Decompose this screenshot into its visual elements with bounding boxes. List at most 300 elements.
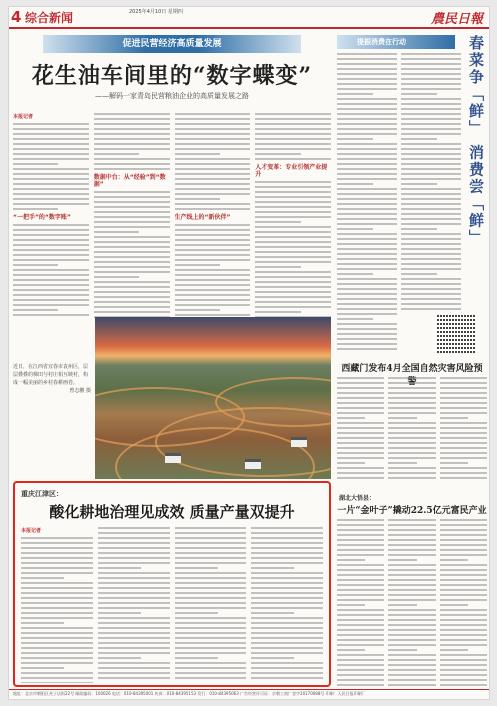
qr-code-icon (437, 315, 475, 353)
text-line (440, 619, 487, 621)
text-line (401, 68, 461, 70)
text-line (251, 662, 323, 664)
text-lines (255, 181, 331, 319)
right-col-1 (337, 53, 397, 363)
text-line (337, 108, 397, 110)
text-line (94, 226, 170, 228)
text-line (94, 301, 170, 303)
text-line (337, 579, 384, 581)
text-line (98, 612, 141, 614)
text-line (388, 524, 435, 526)
text-line (21, 667, 64, 669)
text-line (251, 677, 323, 679)
text-line (401, 103, 461, 105)
text-line (175, 532, 247, 534)
text-line (98, 602, 170, 604)
text-line (94, 163, 170, 165)
text-line (388, 382, 435, 384)
text-line (401, 148, 461, 150)
text-line (175, 239, 251, 241)
text-line (337, 228, 373, 230)
text-line (255, 211, 331, 213)
text-line (175, 552, 247, 554)
text-line (401, 108, 461, 110)
text-line (175, 309, 220, 311)
text-lines (175, 224, 251, 319)
text-line (337, 619, 384, 621)
text-line (13, 299, 89, 301)
text-line (401, 303, 461, 305)
text-line (388, 594, 435, 596)
text-line (251, 527, 323, 529)
text-line (440, 422, 487, 424)
top-subhead-3: 生产线上的“新伙伴” (174, 214, 231, 221)
text-lines (13, 224, 89, 319)
text-line (94, 191, 170, 193)
text-line (337, 73, 397, 75)
text-line (251, 632, 323, 634)
text-line (388, 649, 416, 651)
text-line (255, 256, 331, 258)
text-line (251, 622, 323, 624)
text-line (175, 547, 247, 549)
text-line (337, 203, 397, 205)
text-line (175, 617, 247, 619)
text-line (440, 407, 487, 409)
text-line (337, 447, 384, 449)
text-line (440, 432, 487, 434)
text-line (251, 542, 323, 544)
text-line (401, 248, 461, 250)
text-line (337, 524, 384, 526)
text-line (98, 567, 141, 569)
text-line (98, 597, 170, 599)
text-line (440, 462, 468, 464)
text-line (337, 308, 397, 310)
text-line (401, 98, 461, 100)
text-line (13, 178, 89, 180)
text-lines (94, 113, 170, 170)
text-line (401, 178, 461, 180)
text-line (337, 397, 384, 399)
text-line (13, 279, 89, 281)
text-line (401, 208, 461, 210)
text-line (337, 208, 397, 210)
text-line (13, 289, 89, 291)
text-lines (94, 191, 170, 319)
text-line (94, 211, 170, 213)
text-line (98, 557, 170, 559)
text-line (255, 236, 331, 238)
text-line (440, 669, 487, 671)
dawu-kicker: 湖北大悟县： (339, 495, 376, 502)
text-line (388, 604, 416, 606)
text-line (13, 239, 89, 241)
text-line (251, 597, 323, 599)
text-line (13, 224, 89, 226)
text-line (401, 53, 461, 55)
text-line (175, 254, 251, 256)
text-line (13, 133, 89, 135)
text-line (98, 537, 170, 539)
text-line (13, 284, 89, 286)
text-lines (440, 519, 487, 686)
text-line (251, 627, 323, 629)
text-line (94, 296, 170, 298)
top-headline: 花生油车间里的“数字蝶变” (31, 63, 313, 89)
text-line (21, 552, 93, 554)
top-subhead-1: “一把手”的“数字账” (13, 214, 71, 221)
text-line (21, 542, 93, 544)
text-line (251, 652, 323, 654)
text-line (13, 229, 89, 231)
text-line (251, 562, 323, 564)
masthead (9, 7, 490, 27)
text-line (255, 153, 300, 155)
text-line (440, 402, 487, 404)
text-line (13, 254, 89, 256)
text-line (94, 118, 170, 120)
text-lines (98, 527, 170, 679)
text-line (401, 213, 461, 215)
text-line (337, 313, 397, 315)
text-line (388, 539, 435, 541)
text-line (255, 241, 331, 243)
text-line (337, 338, 397, 340)
text-line (255, 158, 331, 160)
text-line (251, 532, 323, 534)
text-line (401, 93, 437, 95)
text-line (98, 547, 170, 549)
text-line (440, 437, 487, 439)
text-line (440, 594, 487, 596)
text-line (337, 53, 397, 55)
text-line (440, 684, 487, 686)
text-line (337, 238, 397, 240)
text-line (388, 654, 435, 656)
text-line (337, 589, 384, 591)
photo-caption (13, 363, 91, 394)
text-line (175, 264, 220, 266)
text-line (251, 592, 323, 594)
text-line (440, 654, 487, 656)
text-line (388, 559, 416, 561)
text-line (175, 188, 251, 190)
r2-col-3 (440, 377, 487, 487)
text-line (401, 218, 461, 220)
text-line (251, 582, 323, 584)
text-line (175, 642, 247, 644)
text-line (94, 138, 170, 140)
disaster-warning-headline: 西藏门发布4月全国自然灾害风险预 (341, 364, 483, 374)
bottom-col-2 (98, 527, 170, 683)
text-line (94, 216, 170, 218)
text-line (13, 198, 89, 200)
top-col-3 (175, 113, 251, 319)
text-line (175, 289, 251, 291)
text-line (388, 437, 435, 439)
text-line (21, 597, 93, 599)
text-line (21, 582, 93, 584)
text-line (13, 168, 89, 170)
text-line (401, 58, 461, 60)
text-line (175, 269, 251, 271)
text-line (440, 412, 487, 414)
text-line (440, 452, 487, 454)
text-line (337, 133, 397, 135)
text-line (175, 173, 251, 175)
text-line (175, 294, 251, 296)
text-line (175, 652, 247, 654)
text-line (21, 612, 93, 614)
text-line (175, 602, 247, 604)
text-line (337, 624, 384, 626)
text-line (98, 572, 170, 574)
text-line (251, 587, 323, 589)
text-line (21, 672, 93, 674)
text-line (337, 273, 373, 275)
text-line (255, 301, 331, 303)
text-line (337, 614, 384, 616)
text-line (98, 677, 170, 679)
text-line (440, 427, 487, 429)
text-line (21, 642, 93, 644)
text-line (440, 629, 487, 631)
text-line (251, 577, 323, 579)
text-line (388, 589, 435, 591)
text-line (255, 266, 300, 268)
text-line (255, 133, 331, 135)
text-line (13, 138, 89, 140)
text-line (255, 281, 331, 283)
text-line (94, 133, 170, 135)
text-line (255, 148, 331, 150)
text-line (175, 542, 247, 544)
text-line (401, 113, 461, 115)
text-line (175, 637, 247, 639)
text-line (388, 619, 435, 621)
text-line (337, 629, 384, 631)
text-line (94, 236, 170, 238)
text-line (337, 123, 397, 125)
text-line (401, 283, 461, 285)
dawu-headline: 一片“金叶子”撬动22.5亿元富民产业 (337, 506, 487, 516)
text-line (21, 577, 64, 579)
text-line (13, 173, 89, 175)
text-line (13, 208, 58, 210)
newspaper-logo: 農民日報 (430, 12, 483, 27)
text-line (388, 519, 435, 521)
text-line (401, 293, 461, 295)
text-line (337, 253, 397, 255)
text-line (337, 564, 384, 566)
text-line (388, 452, 435, 454)
text-line (251, 657, 294, 659)
text-line (251, 572, 323, 574)
text-line (401, 228, 437, 230)
text-line (98, 562, 170, 564)
text-line (251, 617, 323, 619)
text-line (388, 529, 435, 531)
text-line (440, 614, 487, 616)
text-lines (21, 537, 93, 683)
text-line (13, 148, 89, 150)
text-line (175, 224, 251, 226)
text-line (13, 309, 58, 311)
text-line (94, 143, 170, 145)
text-line (21, 547, 93, 549)
text-line (388, 442, 435, 444)
village-house (291, 437, 307, 447)
text-line (337, 382, 384, 384)
text-line (255, 118, 331, 120)
text-line (175, 128, 251, 130)
highlighted-article (13, 481, 331, 687)
text-line (13, 158, 89, 160)
text-line (13, 193, 89, 195)
text-line (388, 377, 435, 379)
text-line (251, 567, 294, 569)
top-subhead-4: 人才变革：专业引领产业提升 (255, 164, 328, 178)
text-line (388, 569, 435, 571)
photo-caption-text: 近日，在江西省宜春市袁州区，层层叠叠的梯田与村庄相互映衬，构成一幅美丽的乡村春耕画卷。 (13, 364, 89, 386)
text-line (175, 672, 247, 674)
text-line (401, 158, 461, 160)
text-line (175, 314, 251, 316)
text-line (255, 306, 331, 308)
text-line (440, 664, 487, 666)
top-subhead: ——解码一家青岛民营粮油企业的高质量发展之路 (95, 92, 249, 100)
text-line (255, 286, 331, 288)
text-line (13, 294, 89, 296)
text-line (337, 422, 384, 424)
text-line (388, 574, 435, 576)
top-col-1 (13, 113, 89, 319)
text-line (337, 113, 397, 115)
text-lines (13, 123, 89, 210)
text-line (440, 659, 487, 661)
text-lines (388, 377, 435, 479)
text-line (337, 584, 384, 586)
text-line (440, 564, 487, 566)
text-lines (401, 53, 461, 310)
text-line (337, 283, 397, 285)
text-line (94, 261, 170, 263)
r2-col-1 (337, 377, 384, 487)
text-line (337, 183, 373, 185)
text-line (175, 178, 251, 180)
text-line (175, 203, 251, 205)
text-line (94, 281, 170, 283)
text-line (98, 642, 170, 644)
text-line (401, 73, 461, 75)
text-line (175, 677, 247, 679)
text-line (13, 249, 89, 251)
text-line (98, 582, 170, 584)
text-line (440, 382, 487, 384)
text-lines (255, 113, 331, 160)
text-line (175, 304, 251, 306)
text-line (255, 311, 300, 313)
text-line (175, 153, 220, 155)
text-line (388, 427, 435, 429)
page-number: 4 (11, 8, 22, 26)
text-line (337, 158, 397, 160)
top-byline: 本报记者 (13, 114, 34, 120)
text-line (440, 447, 487, 449)
r2-col-2 (388, 377, 435, 487)
text-line (337, 198, 397, 200)
text-line (175, 284, 251, 286)
text-line (440, 559, 468, 561)
text-line (401, 263, 461, 265)
text-line (440, 529, 487, 531)
text-line (21, 567, 93, 569)
text-line (337, 684, 384, 686)
text-line (175, 158, 251, 160)
text-line (388, 579, 435, 581)
top-article-body (13, 113, 331, 319)
text-line (21, 607, 93, 609)
text-line (337, 664, 384, 666)
text-line (255, 196, 331, 198)
text-line (337, 472, 384, 474)
text-line (401, 273, 437, 275)
text-line (388, 634, 435, 636)
text-line (440, 604, 468, 606)
text-line (337, 143, 397, 145)
text-line (175, 632, 247, 634)
text-line (175, 622, 247, 624)
text-line (98, 632, 170, 634)
text-line (337, 467, 384, 469)
text-line (337, 258, 397, 260)
text-line (337, 218, 397, 220)
text-line (337, 103, 397, 105)
text-line (401, 193, 461, 195)
text-line (175, 198, 220, 200)
text-line (98, 552, 170, 554)
text-lines (175, 527, 247, 679)
text-line (255, 271, 331, 273)
text-line (94, 196, 170, 198)
text-line (251, 667, 323, 669)
text-line (175, 582, 247, 584)
text-line (13, 234, 89, 236)
top-col-2 (94, 113, 170, 319)
text-line (401, 253, 461, 255)
text-line (401, 168, 461, 170)
text-line (337, 529, 384, 531)
disaster-article-body (337, 377, 487, 487)
text-line (175, 118, 251, 120)
text-line (98, 542, 170, 544)
text-line (337, 377, 384, 379)
text-line (13, 143, 89, 145)
text-line (337, 679, 384, 681)
vertical-title: 春菜争「鲜」 消费尝「鲜」 (467, 35, 485, 247)
text-line (440, 392, 487, 394)
text-line (337, 318, 373, 320)
text-line (175, 597, 247, 599)
date-info: 2025年4月10日 星期四 (129, 9, 183, 15)
text-line (13, 163, 58, 165)
text-line (337, 569, 384, 571)
text-line (440, 679, 487, 681)
text-line (401, 118, 461, 120)
text-line (21, 682, 93, 683)
text-line (440, 387, 487, 389)
